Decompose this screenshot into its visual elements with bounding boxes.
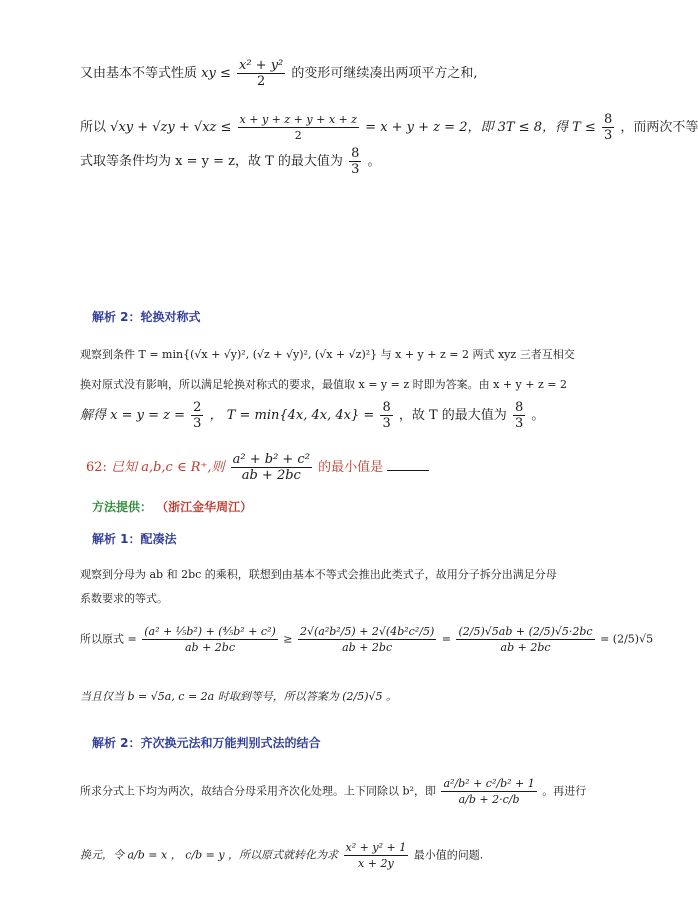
paragraph-line xyxy=(80,840,600,871)
fraction xyxy=(237,58,285,89)
text-span: 所以原式 = xyxy=(80,632,137,646)
fraction-denominator: 2 xyxy=(256,74,266,89)
text-span: 。再进行 xyxy=(542,784,587,798)
math-symbol: ≥ xyxy=(283,632,293,646)
fraction xyxy=(298,624,436,655)
fraction xyxy=(191,400,203,431)
fraction xyxy=(142,624,278,655)
fraction-denominator: 3 xyxy=(193,416,202,431)
fraction-numerator: (2/5)√5ab + (2/5)√5·2bc xyxy=(458,625,593,638)
paragraph-line: 系数要求的等式。 xyxy=(80,592,168,605)
math-expr: ， T = min{4x, 4x, 4x} = xyxy=(209,408,375,423)
text-span: 。 xyxy=(367,154,381,169)
fraction-numerator: a²/b² + c²/b² + 1 xyxy=(443,777,535,790)
fraction-denominator: 3 xyxy=(603,128,613,143)
fraction-denominator: 3 xyxy=(514,416,524,431)
paragraph-line: 观察到条件 T = min{(√x + √y)², (√z + √y)², (√x + √z)²} 与 x + y + z = 2 两式 xyz 三者互相交 xyxy=(80,348,575,361)
fraction xyxy=(231,452,312,483)
fraction-denominator: 3 xyxy=(351,162,360,177)
fraction-denominator: 2 xyxy=(294,129,302,142)
fraction-denominator: 3 xyxy=(382,416,391,431)
fraction-numerator: 8 xyxy=(351,146,360,161)
paragraph-line xyxy=(80,400,600,431)
fraction xyxy=(344,840,409,871)
text-line-2 xyxy=(80,112,698,143)
text-span: 的变形可继续凑出两项平方之和, xyxy=(291,66,478,81)
fraction-numerator: (a² + ⅕b²) + (⅘b² + c²) xyxy=(144,625,276,638)
fraction xyxy=(380,400,392,431)
text-span: 所以 xyxy=(80,120,107,135)
paragraph-line xyxy=(80,776,600,807)
math-expr: √xy + √zy + √xz ≤ xyxy=(110,120,232,135)
fraction-denominator: ab + 2bc xyxy=(500,641,551,654)
fraction xyxy=(602,112,614,143)
fraction xyxy=(441,776,536,807)
paragraph-line: 观察到分母为 ab 和 2bc 的乘积，联想到由基本不等式会推出此类式子，故用分子拆分出满足分母 xyxy=(80,568,557,581)
text-span: 。 xyxy=(531,408,545,423)
fraction-numerator: x² + y² + 1 xyxy=(345,841,407,854)
section-heading-method1: 解析 1：配凑法 xyxy=(92,532,177,546)
fraction-numerator: a² + b² + c² xyxy=(232,452,310,467)
fraction-numerator: 8 xyxy=(514,400,524,415)
text-span: 又由基本不等式性质 xyxy=(80,66,198,81)
text-span: 换元，令 a/b = x ， c/b = y ，所以原式就转化为求 xyxy=(80,848,339,862)
answer-blank xyxy=(387,460,429,471)
fraction xyxy=(456,624,594,655)
section-heading-rotation: 解析 2：轮换对称式 xyxy=(92,310,201,324)
fraction-denominator: ab + 2bc xyxy=(241,468,301,483)
fraction-numerator: 8 xyxy=(382,400,391,415)
method-label: 方法提供： xyxy=(92,500,153,514)
fraction-numerator: x² + y² xyxy=(239,58,284,73)
text-span: 最小值的问题. xyxy=(413,848,484,862)
derivation-line xyxy=(80,624,654,655)
fraction-numerator: 2√(a²b²/5) + 2√(4b²c²/5) xyxy=(300,625,435,638)
text-span: 式取等条件均为 x = y = z，故 T 的最大值为 xyxy=(80,154,343,169)
fraction xyxy=(513,400,525,431)
fraction xyxy=(238,112,359,143)
fraction-numerator: 2 xyxy=(193,400,202,415)
fraction-denominator: a/b + 2·c/b xyxy=(458,793,520,806)
fraction-denominator: ab + 2bc xyxy=(184,641,235,654)
math-expr: 解得 x = y = z = xyxy=(80,408,185,423)
math-expr: = x + y + z = 2，即 3T ≤ 8，得 T ≤ xyxy=(365,120,596,135)
method-source: （浙江金华周江） xyxy=(156,500,253,514)
fraction-denominator: ab + 2bc xyxy=(342,641,393,654)
problem-62 xyxy=(86,452,606,483)
math-expr: (2/5)√5 xyxy=(612,632,654,646)
fraction-denominator: x + 2y xyxy=(358,857,394,870)
method-line xyxy=(92,498,612,517)
text-span: 所求分式上下均为两次，故结合分母采用齐次化处理。上下同除以 b²，即 xyxy=(80,784,436,798)
paragraph-line: 换对原式没有影响，所以满足轮换对称式的要求，最值取 x = y = z 时即为答案。由 x + y + z = 2 xyxy=(80,378,567,391)
fraction-numerator: x + y + z + y + x + z xyxy=(239,113,358,126)
text-span: ，故 T 的最大值为 xyxy=(398,408,507,423)
section-heading-method2: 解析 2：齐次换元法和万能判别式法的结合 xyxy=(92,736,321,750)
math-expr: xy ≤ xyxy=(201,66,231,81)
text-line-1 xyxy=(80,58,600,89)
problem-text: 的最小值是 xyxy=(318,460,384,475)
math-symbol: = xyxy=(600,632,610,646)
text-span: ，而两次不等 xyxy=(620,120,698,135)
problem-number: 62: xyxy=(86,460,107,475)
paragraph-line: 当且仅当 b = √5a, c = 2a 时取到等号，所以答案为 (2/5)√5 。 xyxy=(80,690,398,703)
problem-text: 已知 a,b,c ∈ R⁺,则 xyxy=(111,460,225,475)
fraction-numerator: 8 xyxy=(603,112,613,127)
math-symbol: = xyxy=(441,632,451,646)
fraction xyxy=(349,146,361,177)
text-line-3 xyxy=(80,146,600,177)
